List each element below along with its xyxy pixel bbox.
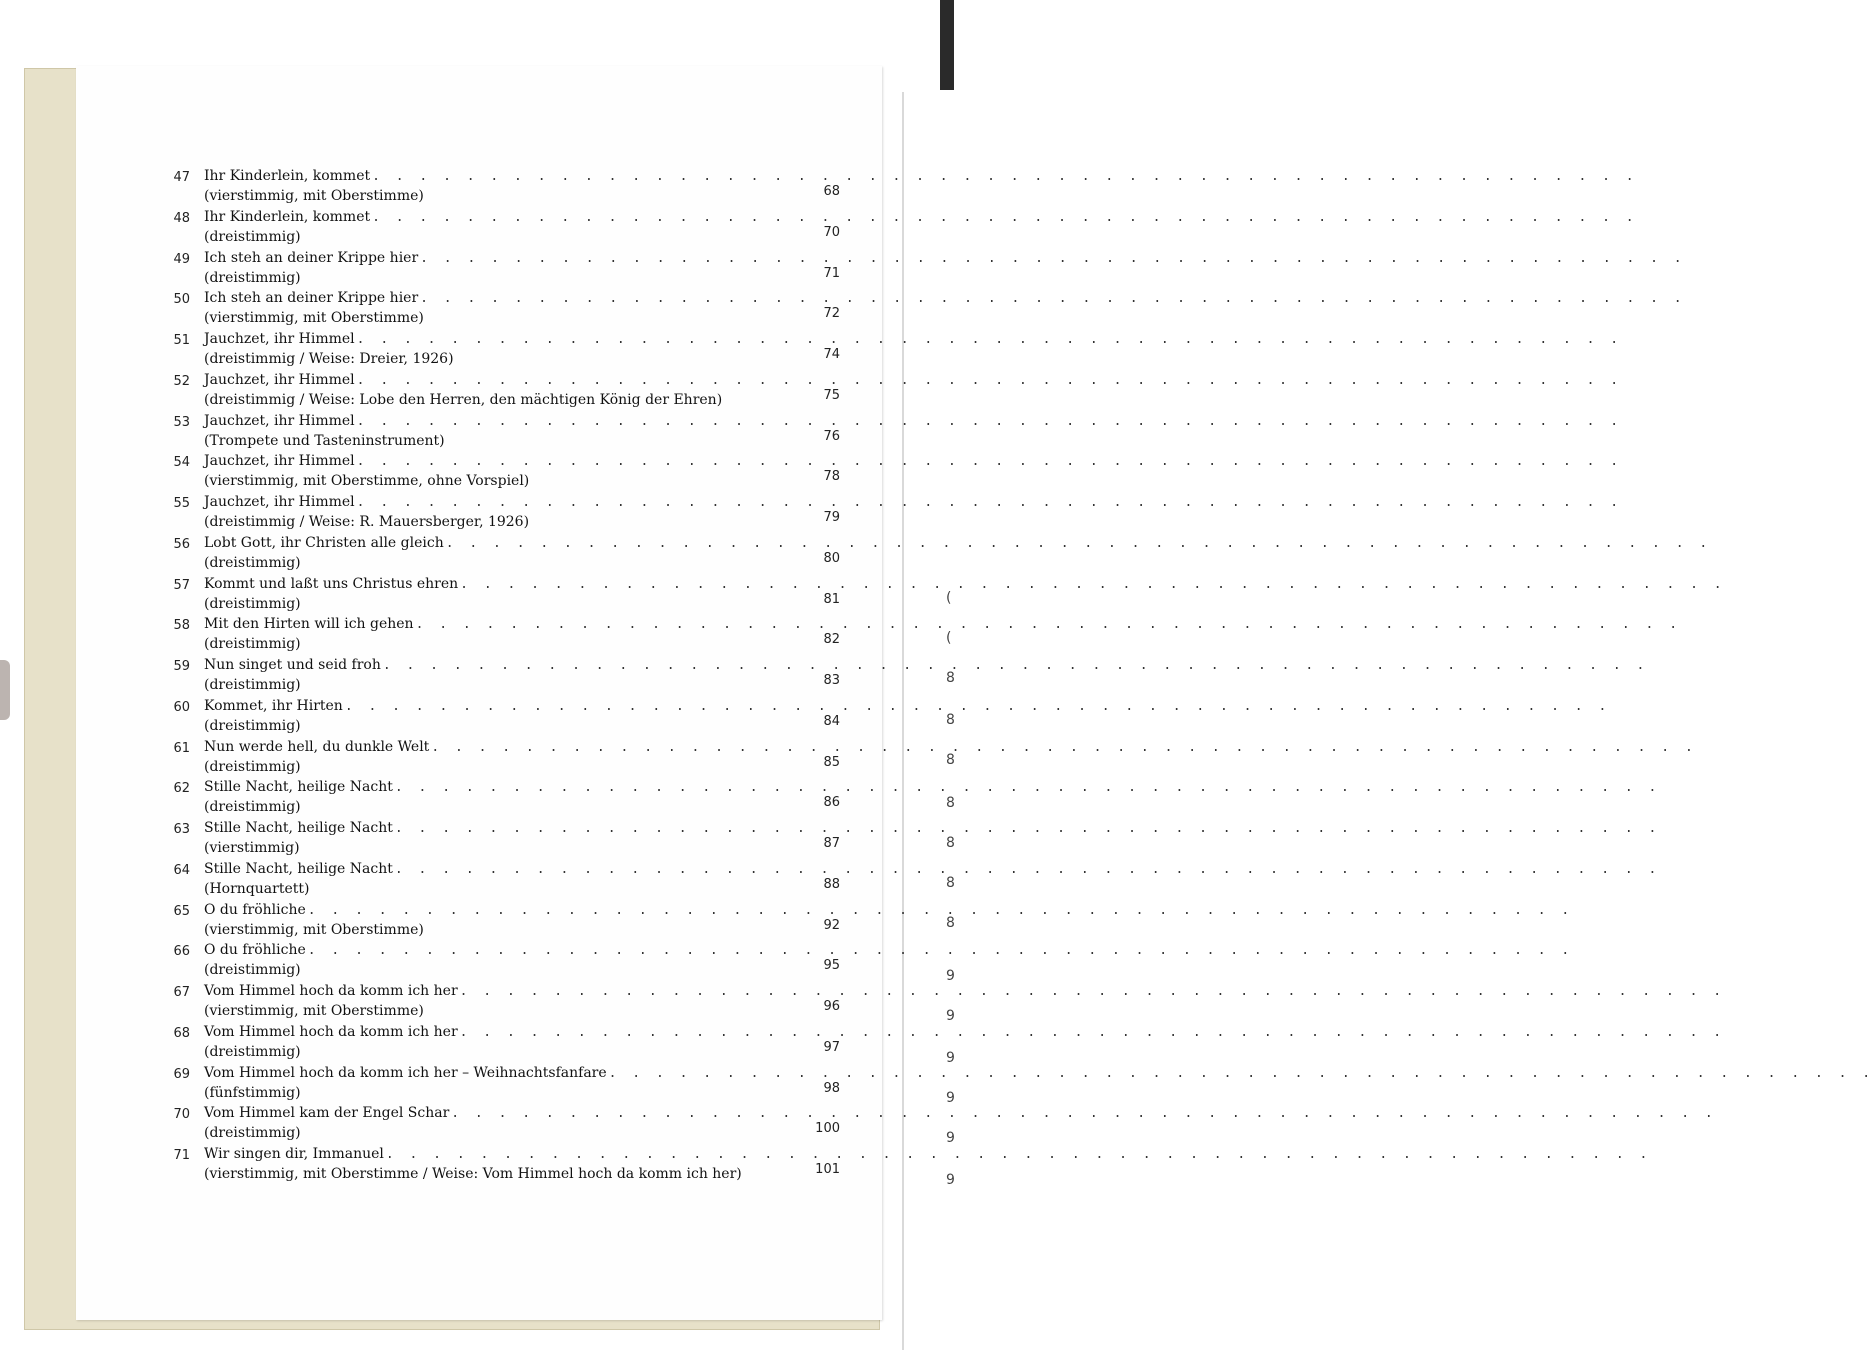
entry-title-line — [204, 901, 1574, 918]
entry-title: Jauchzet, ihr Himmel — [204, 412, 355, 429]
entry-detail: (vierstimmig) — [204, 840, 300, 856]
entry-title-line — [204, 1023, 1726, 1040]
edge-fragment: 8 — [946, 795, 955, 811]
dot-leader: . . . . . . . . . . . . . . . . . . . . . . . . . . . . . . . . . . . . . . . . . . . . . . . . . . . . . . — [460, 576, 1726, 592]
entry-title: Lobt Gott, ihr Christen alle gleich — [204, 534, 444, 551]
entry-detail: (vierstimmig, mit Oberstimme) — [204, 310, 424, 327]
entry-title: Jauchzet, ihr Himmel — [204, 453, 355, 470]
toc-entry — [150, 453, 1623, 494]
dot-leader: . . . . . . . . . . . . . . . . . . . . . . . . . . . . . . . . . . . . . . . . . . . . . . . . . . . . . . — [459, 1024, 1726, 1040]
entry-title-line — [204, 534, 1712, 551]
dot-leader: . . . . . . . . . . . . . . . . . . . . . . . . . . . . . . . . . . . . . . . . . . . . . . . . . . . . . . — [420, 291, 1686, 307]
entry-number: 53 — [173, 414, 190, 430]
entry-title-line — [204, 657, 1649, 673]
entry-title-line — [204, 942, 1574, 959]
entry-detail: (dreistimmig) — [204, 677, 301, 693]
dot-leader: . . . . . . . . . . . . . . . . . . . . . . . . . . . . . . . . . . . . . . . . . . . . . . . . . . . . . . — [344, 698, 1611, 714]
entry-page-number: 86 — [823, 795, 840, 811]
entry-title: Ihr Kinderlein, kommet — [204, 208, 371, 225]
entry-page-number: 68 — [823, 184, 840, 199]
entry-number: 66 — [173, 944, 190, 960]
edge-fragment: 8 — [946, 752, 955, 768]
dot-leader: . . . . . . . . . . . . . . . . . . . . . . . . . . . . . . . . . . . . . . . . . . . . . . . . . . . . . . — [307, 902, 1574, 918]
entry-page-number: 95 — [823, 958, 840, 974]
entry-title-line — [204, 779, 1661, 796]
dot-leader: . . . . . . . . . . . . . . . . . . . . . . . . . . . . . . . . . . . . . . . . . . . . . . . . . . . . . . — [608, 1065, 1874, 1081]
entry-page-number: 74 — [823, 347, 840, 362]
scan-shadow — [0, 660, 10, 720]
toc-entry — [150, 371, 1623, 413]
entry-detail: (vierstimmig, mit Oberstimme, ohne Vorspiel) — [204, 473, 530, 490]
edge-fragment: ( — [946, 590, 952, 606]
entry-title-line — [204, 494, 1623, 510]
entry-title: Vom Himmel hoch da komm ich her — [204, 983, 458, 999]
entry-page-number: 70 — [823, 224, 840, 240]
toc-entry — [150, 860, 1661, 902]
entry-number: 62 — [173, 781, 190, 797]
entry-title: Stille Nacht, heilige Nacht — [204, 820, 393, 836]
entry-page-number: 72 — [823, 306, 840, 322]
entry-detail: (dreistimmig) — [204, 1043, 301, 1060]
toc-entry — [150, 412, 1623, 454]
toc-entry — [150, 983, 1726, 1024]
entry-number: 65 — [173, 903, 190, 919]
entry-page-number: 88 — [823, 876, 840, 892]
toc-entry — [150, 331, 1623, 372]
entry-number: 64 — [173, 862, 190, 878]
entry-title: Vom Himmel hoch da komm ich her — [204, 1023, 458, 1040]
entry-page-number: 97 — [823, 1039, 840, 1055]
edge-fragment: ( — [946, 630, 952, 646]
entry-title-line — [204, 697, 1611, 714]
entry-number: 68 — [173, 1025, 190, 1041]
entry-title-line — [204, 983, 1726, 999]
entry-title: Ich steh an deiner Krippe hier — [204, 249, 419, 266]
dot-leader: . . . . . . . . . . . . . . . . . . . . . . . . . . . . . . . . . . . . . . . . . . . . . . . . . . . . . . — [372, 169, 1638, 184]
entry-title-line — [204, 331, 1623, 347]
toc-entry — [150, 738, 1697, 780]
entry-number: 63 — [173, 822, 190, 837]
dot-leader: . . . . . . . . . . . . . . . . . . . . . . . . . . . . . . . . . . . . . . . . . . . . . . . . . . . . . . — [372, 209, 1638, 225]
table-of-contents — [150, 168, 1874, 1187]
edge-fragment: 9 — [946, 1050, 955, 1066]
entry-page-number: 98 — [823, 1080, 840, 1096]
dot-leader: . . . . . . . . . . . . . . . . . . . . . . . . . . . . . . . . . . . . . . . . . . . . . . . . . . . . . . — [382, 658, 1649, 673]
entry-number: 55 — [173, 496, 190, 511]
edge-fragment: 9 — [946, 1130, 955, 1146]
entry-number: 49 — [173, 251, 190, 267]
entry-detail: (vierstimmig, mit Oberstimme / Weise: Vom Himmel hoch da komm ich her) — [204, 1166, 742, 1182]
entry-title: Stille Nacht, heilige Nacht — [204, 860, 393, 877]
toc-entry — [150, 290, 1686, 331]
edge-fragment: 9 — [946, 1172, 955, 1188]
entry-page-number: 79 — [823, 510, 840, 525]
entry-page-number: 87 — [823, 836, 840, 851]
entry-page-number: 82 — [823, 632, 840, 648]
toc-entry — [150, 208, 1638, 250]
entry-number: 50 — [173, 292, 190, 308]
entry-detail: (dreistimmig / Weise: R. Mauersberger, 1926) — [204, 514, 530, 530]
entry-page-number: 75 — [823, 387, 840, 403]
entry-title-line — [204, 738, 1697, 755]
entry-title: Vom Himmel kam der Engel Schar — [204, 1105, 450, 1122]
entry-title: Nun singet und seid froh — [204, 657, 381, 673]
entry-page-number: 81 — [823, 591, 840, 607]
entry-title: Jauchzet, ihr Himmel — [204, 331, 355, 347]
toc-entry — [150, 168, 1638, 209]
toc-entry — [150, 249, 1686, 291]
toc-entry — [150, 1146, 1652, 1187]
dot-leader: . . . . . . . . . . . . . . . . . . . . . . . . . . . . . . . . . . . . . . . . . . . . . . . . . . . . . . — [394, 780, 1661, 796]
entry-page-number: 100 — [815, 1121, 840, 1137]
entry-number: 47 — [173, 170, 190, 185]
entry-title-line — [204, 860, 1661, 877]
entry-number: 54 — [173, 455, 190, 471]
entry-title-line — [204, 371, 1623, 388]
entry-title-line — [204, 168, 1638, 184]
entry-detail: (dreistimmig) — [204, 636, 301, 653]
toc-entry — [150, 820, 1661, 861]
entry-title-line — [204, 1146, 1652, 1162]
entry-title-line — [204, 575, 1726, 592]
entry-page-number: 101 — [815, 1162, 840, 1177]
entry-detail: (dreistimmig) — [204, 717, 301, 734]
edge-fragment: 8 — [946, 835, 955, 851]
entry-number: 52 — [173, 373, 190, 389]
entry-number: 61 — [173, 740, 190, 756]
edge-fragment: 9 — [946, 1008, 955, 1024]
entry-page-number: 78 — [823, 469, 840, 485]
entry-title-line — [204, 453, 1623, 470]
entry-number: 57 — [173, 577, 190, 593]
entry-title-line — [204, 249, 1686, 266]
entry-detail: (dreistimmig) — [204, 228, 301, 245]
entry-page-number: 96 — [823, 999, 840, 1014]
toc-entry — [150, 657, 1649, 698]
edge-fragment: 9 — [946, 968, 955, 984]
entry-title-line — [204, 290, 1686, 307]
entry-number: 59 — [173, 659, 190, 674]
edge-fragment: 8 — [946, 712, 955, 728]
entry-detail: (dreistimmig) — [204, 554, 301, 571]
entry-page-number: 92 — [823, 917, 840, 933]
entry-title: Kommet, ihr Hirten — [204, 697, 343, 714]
entry-title: Ich steh an deiner Krippe hier — [204, 290, 419, 307]
dot-leader: . . . . . . . . . . . . . . . . . . . . . . . . . . . . . . . . . . . . . . . . . . . . . . . . . . . . . . — [307, 943, 1574, 959]
scan-background — [940, 0, 954, 90]
edge-fragment: 8 — [946, 875, 955, 891]
edge-fragment: 8 — [946, 915, 955, 931]
entry-title: Wir singen dir, Immanuel — [204, 1146, 384, 1162]
entry-page-number: 76 — [823, 428, 840, 444]
dot-leader: . . . . . . . . . . . . . . . . . . . . . . . . . . . . . . . . . . . . . . . . . . . . . . . . . . . . . . — [415, 617, 1682, 633]
dot-leader: . . . . . . . . . . . . . . . . . . . . . . . . . . . . . . . . . . . . . . . . . . . . . . . . . . . . . . — [356, 454, 1623, 470]
entry-detail: (dreistimmig) — [204, 962, 301, 979]
entry-title: Kommt und laßt uns Christus ehren — [204, 575, 459, 592]
dot-leader: . . . . . . . . . . . . . . . . . . . . . . . . . . . . . . . . . . . . . . . . . . . . . . . . . . . . . . — [394, 821, 1661, 836]
toc-entry — [150, 1105, 1717, 1146]
entry-page-number: 83 — [823, 673, 840, 688]
entry-title-line — [204, 1064, 1874, 1081]
dot-leader: . . . . . . . . . . . . . . . . . . . . . . . . . . . . . . . . . . . . . . . . . . . . . . . . . . . . . . — [356, 372, 1623, 388]
entry-title: Nun werde hell, du dunkle Welt — [204, 738, 430, 755]
entry-detail: (dreistimmig / Weise: Lobe den Herren, den mächtigen König der Ehren) — [204, 391, 723, 408]
entry-number: 67 — [173, 985, 190, 1000]
entry-detail: (dreistimmig) — [204, 799, 301, 816]
entry-title: Vom Himmel hoch da komm ich her – Weihnachtsfanfare — [204, 1064, 607, 1081]
entry-number: 71 — [173, 1148, 190, 1163]
dot-leader: . . . . . . . . . . . . . . . . . . . . . . . . . . . . . . . . . . . . . . . . . . . . . . . . . . . . . . — [451, 1106, 1717, 1122]
entry-title-line — [204, 820, 1661, 836]
toc-entry — [150, 1023, 1726, 1065]
entry-page-number: 84 — [823, 713, 840, 729]
entry-number: 69 — [173, 1066, 190, 1082]
dot-leader: . . . . . . . . . . . . . . . . . . . . . . . . . . . . . . . . . . . . . . . . . . . . . . . . . . . . . . — [356, 495, 1623, 510]
entry-title: Ihr Kinderlein, kommet — [204, 168, 371, 184]
entry-title: Mit den Hirten will ich gehen — [204, 616, 414, 633]
entry-detail: (Trompete und Tasteninstrument) — [204, 432, 445, 449]
edge-fragment: 9 — [946, 1090, 955, 1106]
entry-detail: (fünfstimmig) — [204, 1084, 301, 1101]
dot-leader: . . . . . . . . . . . . . . . . . . . . . . . . . . . . . . . . . . . . . . . . . . . . . . . . . . . . . . — [431, 739, 1697, 755]
toc-entry — [150, 779, 1661, 820]
toc-entry — [150, 534, 1712, 576]
dot-leader: . . . . . . . . . . . . . . . . . . . . . . . . . . . . . . . . . . . . . . . . . . . . . . . . . . . . . . — [420, 250, 1686, 266]
entry-title: O du fröhliche — [204, 901, 306, 918]
entry-detail: (dreistimmig / Weise: Dreier, 1926) — [204, 351, 454, 367]
entry-page-number: 85 — [823, 754, 840, 770]
entry-number: 58 — [173, 618, 190, 634]
dot-leader: . . . . . . . . . . . . . . . . . . . . . . . . . . . . . . . . . . . . . . . . . . . . . . . . . . . . . . — [394, 861, 1661, 877]
toc-entry — [150, 575, 1726, 617]
entry-page-number: 80 — [823, 550, 840, 566]
entry-number: 60 — [173, 699, 190, 715]
entry-title: Jauchzet, ihr Himmel — [204, 371, 355, 388]
entry-title: O du fröhliche — [204, 942, 306, 959]
entry-page-number: 71 — [823, 265, 840, 281]
toc-entry — [150, 697, 1611, 739]
entry-detail: (dreistimmig) — [204, 1125, 301, 1142]
dot-leader: . . . . . . . . . . . . . . . . . . . . . . . . . . . . . . . . . . . . . . . . . . . . . . . . . . . . . . — [356, 332, 1623, 347]
entry-detail: (dreistimmig) — [204, 269, 301, 286]
entry-detail: (vierstimmig, mit Oberstimme) — [204, 188, 424, 204]
entry-detail: (Hornquartett) — [204, 880, 310, 897]
entry-detail: (dreistimmig) — [204, 758, 301, 775]
entry-title-line — [204, 208, 1638, 225]
dot-leader: . . . . . . . . . . . . . . . . . . . . . . . . . . . . . . . . . . . . . . . . . . . . . . . . . . . . . . — [445, 535, 1712, 551]
entry-number: 56 — [173, 536, 190, 552]
entry-number: 48 — [173, 210, 190, 226]
dot-leader: . . . . . . . . . . . . . . . . . . . . . . . . . . . . . . . . . . . . . . . . . . . . . . . . . . . . . . — [459, 984, 1726, 999]
entry-title: Jauchzet, ihr Himmel — [204, 494, 355, 510]
dot-leader: . . . . . . . . . . . . . . . . . . . . . . . . . . . . . . . . . . . . . . . . . . . . . . . . . . . . . . — [356, 413, 1623, 429]
toc-entry — [150, 942, 1574, 983]
toc-entry — [150, 494, 1623, 535]
entry-title-line — [204, 412, 1623, 429]
entry-number: 70 — [173, 1107, 190, 1123]
toc-entry — [150, 1064, 1874, 1106]
entry-number: 51 — [173, 333, 190, 348]
entry-detail: (vierstimmig, mit Oberstimme) — [204, 921, 424, 938]
toc-entry — [150, 616, 1682, 657]
edge-fragment: 8 — [946, 670, 955, 686]
entry-detail: (dreistimmig) — [204, 595, 301, 612]
dot-leader: . . . . . . . . . . . . . . . . . . . . . . . . . . . . . . . . . . . . . . . . . . . . . . . . . . . . . . — [385, 1147, 1652, 1162]
entry-title-line — [204, 616, 1682, 633]
entry-title: Stille Nacht, heilige Nacht — [204, 779, 393, 796]
toc-entry — [150, 901, 1574, 943]
entry-title-line — [204, 1105, 1717, 1122]
entry-detail: (vierstimmig, mit Oberstimme) — [204, 1003, 424, 1019]
